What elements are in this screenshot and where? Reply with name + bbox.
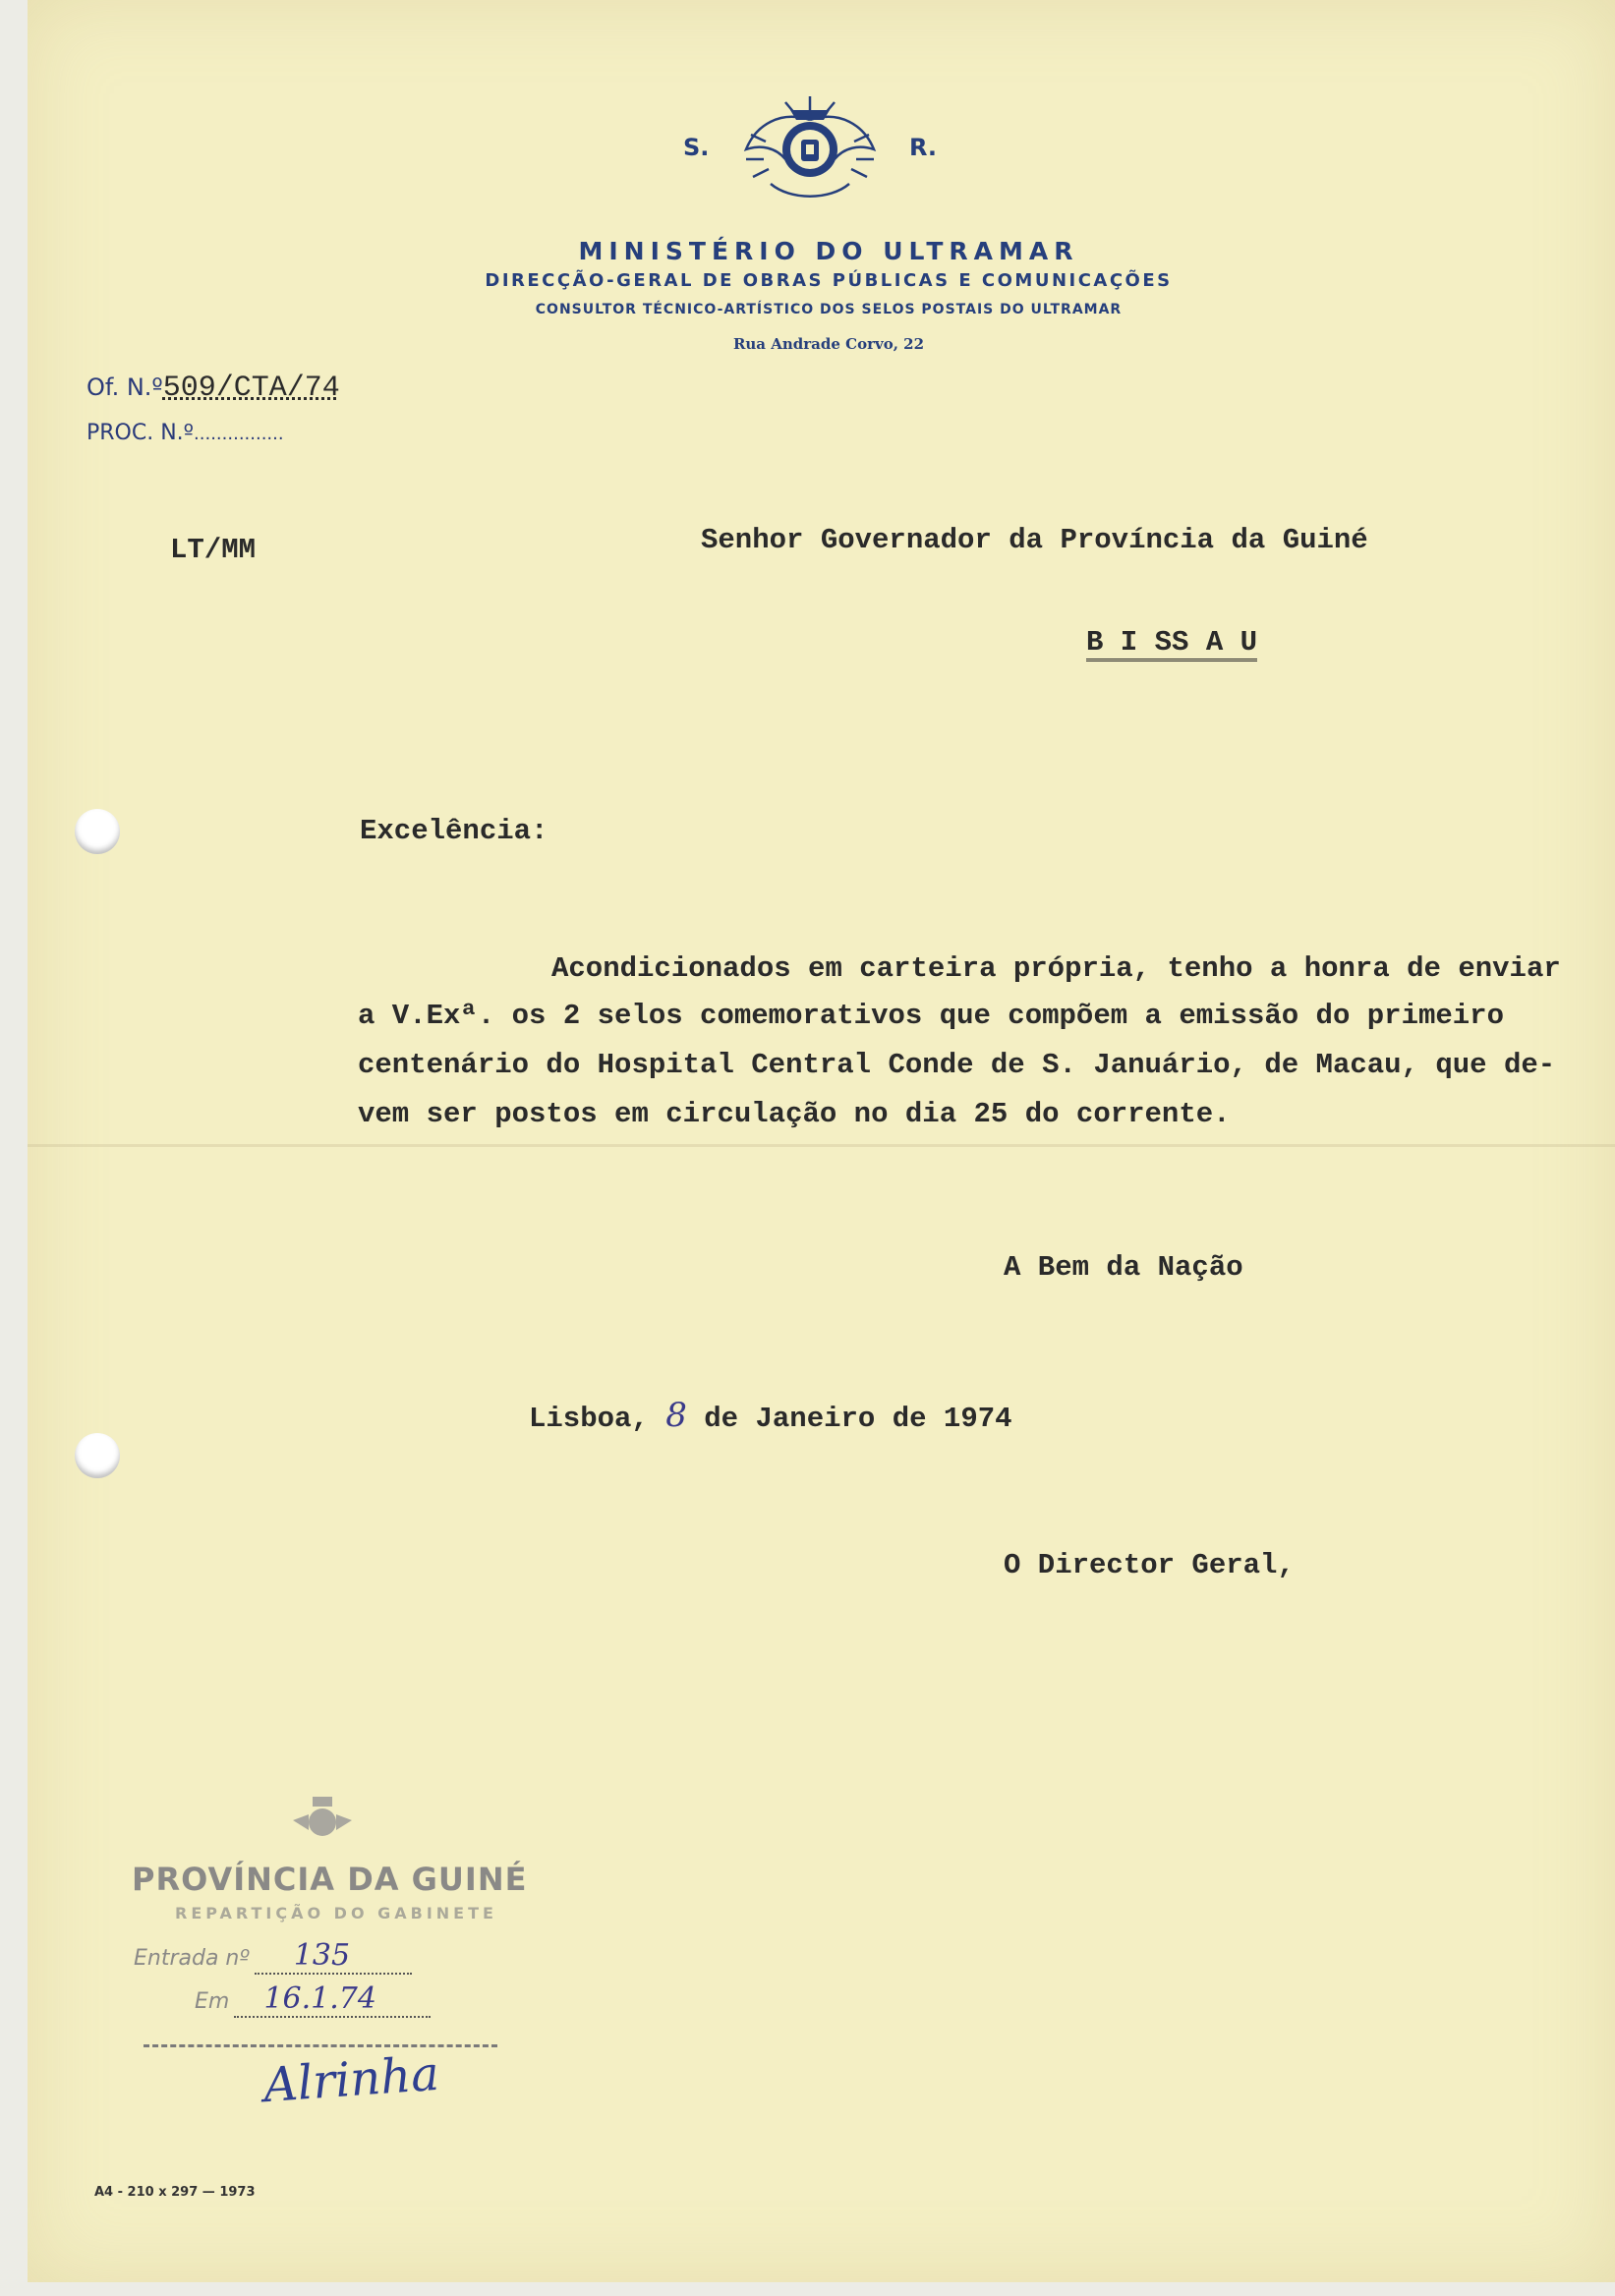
date-day: 8 xyxy=(665,1396,687,1435)
body-line-4: vem ser postos em circulação no dia 25 do corrente. xyxy=(358,1098,1231,1130)
stamp-entry-row xyxy=(134,1938,527,1975)
office-number-label: Of. N.º xyxy=(87,373,163,401)
letter-sheet xyxy=(28,0,1615,2282)
stamp-divider xyxy=(144,2044,497,2047)
office-reference xyxy=(87,372,340,405)
stamp-entry-number: 135 xyxy=(255,1938,412,1975)
letterhead-directorate: DIRECÇÃO-GERAL DE OBRAS PÚBLICAS E COMUNICAÇÕES xyxy=(485,270,1173,291)
date-prefix: Lisboa, xyxy=(529,1403,649,1435)
body-line-3: centenário do Hospital Central Conde de S. Januário, de Macau, que de- xyxy=(358,1049,1556,1081)
stamp-date-row xyxy=(195,1981,490,2018)
punch-hole-upper xyxy=(75,809,120,854)
recipient-city: B I SS A U xyxy=(1086,626,1257,661)
letterhead-left-letter: S. xyxy=(683,134,710,161)
body-line-2: a V.Exª. os 2 selos comemorativos que compõem a emissão do primeiro xyxy=(358,1000,1504,1032)
letterhead-right-letter: R. xyxy=(909,134,938,161)
signatory: O Director Geral, xyxy=(1004,1549,1295,1581)
fold-line xyxy=(28,1144,1615,1147)
date-suffix: de Janeiro de 1974 xyxy=(704,1403,1012,1435)
coat-of-arms-emblem xyxy=(731,90,889,206)
recipient-line: Senhor Governador da Província da Guiné xyxy=(701,524,1368,556)
stamp-title: PROVÍNCIA DA GUINÉ xyxy=(132,1861,528,1898)
body-line-1: Acondicionados em carteira própria, tenho a honra de enviar xyxy=(551,952,1561,985)
stamp-subtitle: REPARTIÇÃO DO GABINETE xyxy=(175,1904,497,1923)
process-number-label: PROC. N.º xyxy=(87,421,195,445)
process-number-dots: ................ xyxy=(194,424,284,444)
process-reference xyxy=(87,421,284,445)
stamp-date-value: 16.1.74 xyxy=(234,1981,431,2018)
stamp-emblem xyxy=(273,1791,372,1850)
typist-initials: LT/MM xyxy=(170,534,257,566)
salutation: Excelência: xyxy=(360,815,548,847)
punch-hole-lower xyxy=(75,1433,120,1478)
paper-format-note: A4 - 210 x 297 — 1973 xyxy=(94,2185,256,2200)
stamp-date-label: Em xyxy=(195,1989,230,2014)
closing: A Bem da Nação xyxy=(1004,1251,1243,1284)
letterhead-ministry: MINISTÉRIO DO ULTRAMAR xyxy=(578,237,1079,265)
letterhead-address: Rua Andrade Corvo, 22 xyxy=(732,335,925,353)
letterhead-consultant: CONSULTOR TÉCNICO-ARTÍSTICO DOS SELOS POSTAIS DO ULTRAMAR xyxy=(535,302,1123,317)
office-number-value: 509/CTA/74 xyxy=(162,372,340,405)
date-line xyxy=(529,1396,1012,1435)
handwritten-signature: Alrinha xyxy=(261,2045,441,2114)
stamp-entry-label: Entrada nº xyxy=(134,1946,250,1971)
